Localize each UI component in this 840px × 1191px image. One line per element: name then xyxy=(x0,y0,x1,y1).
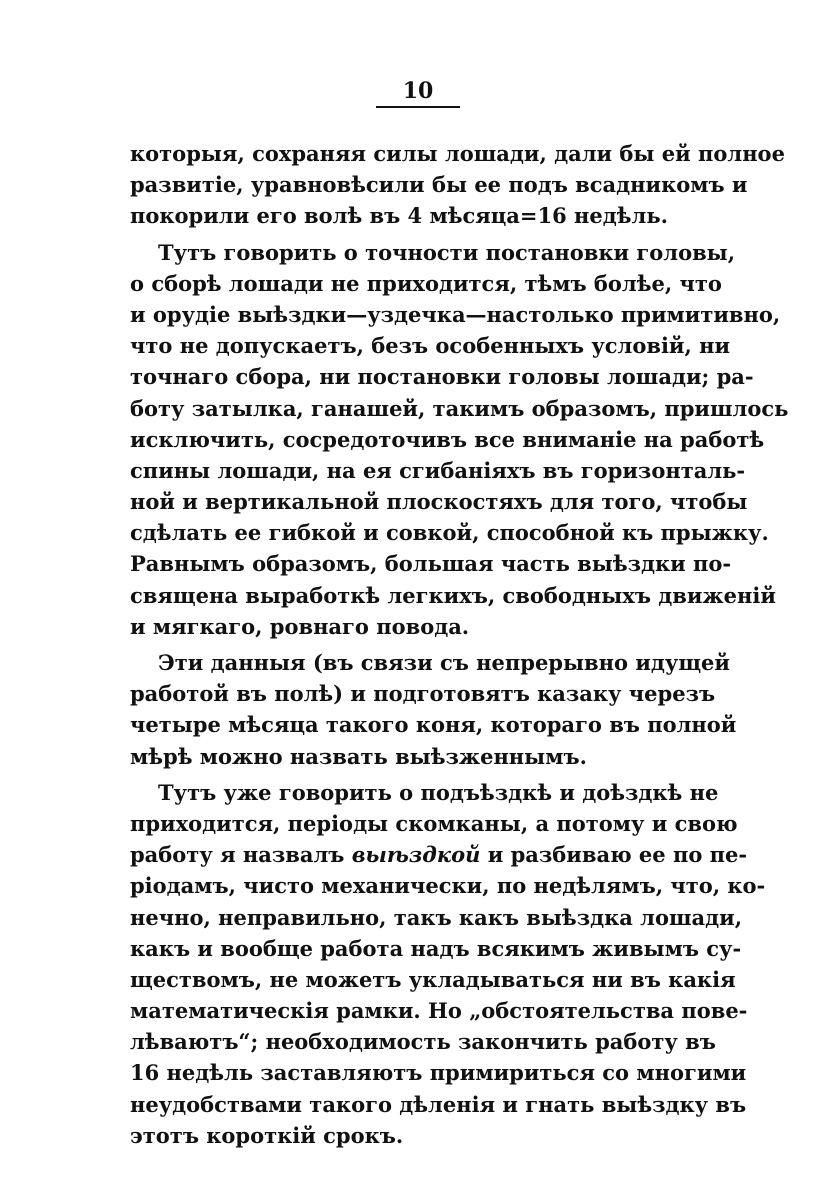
text-line: исключить, сосредоточивъ все вниманіе на работѣ xyxy=(130,426,765,452)
text-line: этотъ короткій срокъ. xyxy=(130,1122,404,1148)
page-number: 10 xyxy=(402,78,434,104)
text-line: 16 недѣль заставляютъ примириться со многими xyxy=(130,1060,747,1086)
body-text xyxy=(130,138,789,1151)
text-fragment: и разбиваю ее по пе- xyxy=(487,842,748,868)
page-number-rule xyxy=(376,106,460,108)
text-line: спины лошади, на ея сгибаніяхъ въ горизонталь- xyxy=(130,457,746,483)
text-line: что не допускаетъ, безъ особенныхъ условій, ни xyxy=(130,333,731,359)
paragraph-1 xyxy=(130,138,785,232)
text-line: четыре мѣсяца такого коня, котораго въ полной xyxy=(130,712,737,738)
text-line: о сборѣ лошади не приходится, тѣмъ болѣе, что xyxy=(130,270,722,296)
paragraph-4 xyxy=(130,777,766,1151)
emphasized-word: выѣздкой xyxy=(351,842,481,868)
text-line: священа выработкѣ легкихъ, свободныхъ движеній xyxy=(130,582,776,608)
paragraph-3 xyxy=(130,647,737,772)
text-line: ществомъ, не можетъ укладываться ни въ какія xyxy=(130,966,736,992)
text-line: и мягкаго, ровнаго повода. xyxy=(130,613,470,639)
text-line: Равнымъ образомъ, большая часть выѣздки по- xyxy=(130,551,732,577)
text-line: боту затылка, ганашей, такимъ образомъ, пришлось xyxy=(130,395,789,421)
text-line: ной и вертикальной плоскостяхъ для того, чтобы xyxy=(130,489,748,515)
text-line: Эти данныя (въ связи съ непрерывно идущей xyxy=(158,650,730,675)
text-line: Тутъ говорить о точности постановки головы, xyxy=(158,239,736,265)
text-line: математическія рамки. Но „обстоятельства пове- xyxy=(130,998,748,1024)
text-line: какъ и вообще работа надъ всякимъ живымъ су- xyxy=(130,935,742,961)
text-line: лѣваютъ“; необходимость закончить работу въ xyxy=(130,1029,716,1055)
paragraph-2 xyxy=(130,237,789,642)
text-line: работой въ полѣ) и подготовятъ казаку черезъ xyxy=(130,681,716,707)
text-line: развитіе, уравновѣсили бы ее подъ всадникомъ и xyxy=(130,172,748,198)
text-line: Тутъ уже говорить о подъѣздкѣ и доѣздкѣ не xyxy=(158,779,719,805)
text-line-with-emphasis xyxy=(130,839,748,870)
text-line: неудобствами такого дѣленія и гнать выѣздку въ xyxy=(130,1091,747,1117)
text-line: приходится, періоды скомканы, а потому и свою xyxy=(130,810,738,836)
text-line: и орудіе выѣздки—уздечка—настолько примитивно, xyxy=(130,301,781,327)
text-fragment: работу я назвалъ xyxy=(130,842,345,868)
text-line: которыя, сохраняя силы лошади, дали бы ей полное xyxy=(130,141,785,166)
text-line: сдѣлать ее гибкой и совкой, способной къ прыжку. xyxy=(130,520,769,546)
text-line: мѣрѣ можно назвать выѣзженнымъ. xyxy=(130,743,587,769)
text-line: точнаго сбора, ни постановки головы лошади; ра- xyxy=(130,364,754,390)
text-line: покорили его волѣ въ 4 мѣсяца=16 недѣль. xyxy=(130,203,668,229)
text-line: нечно, неправильно, такъ какъ выѣздка лошади, xyxy=(130,904,743,930)
text-line: ріодамъ, чисто механически, по недѣлямъ, что, ко- xyxy=(130,873,766,899)
